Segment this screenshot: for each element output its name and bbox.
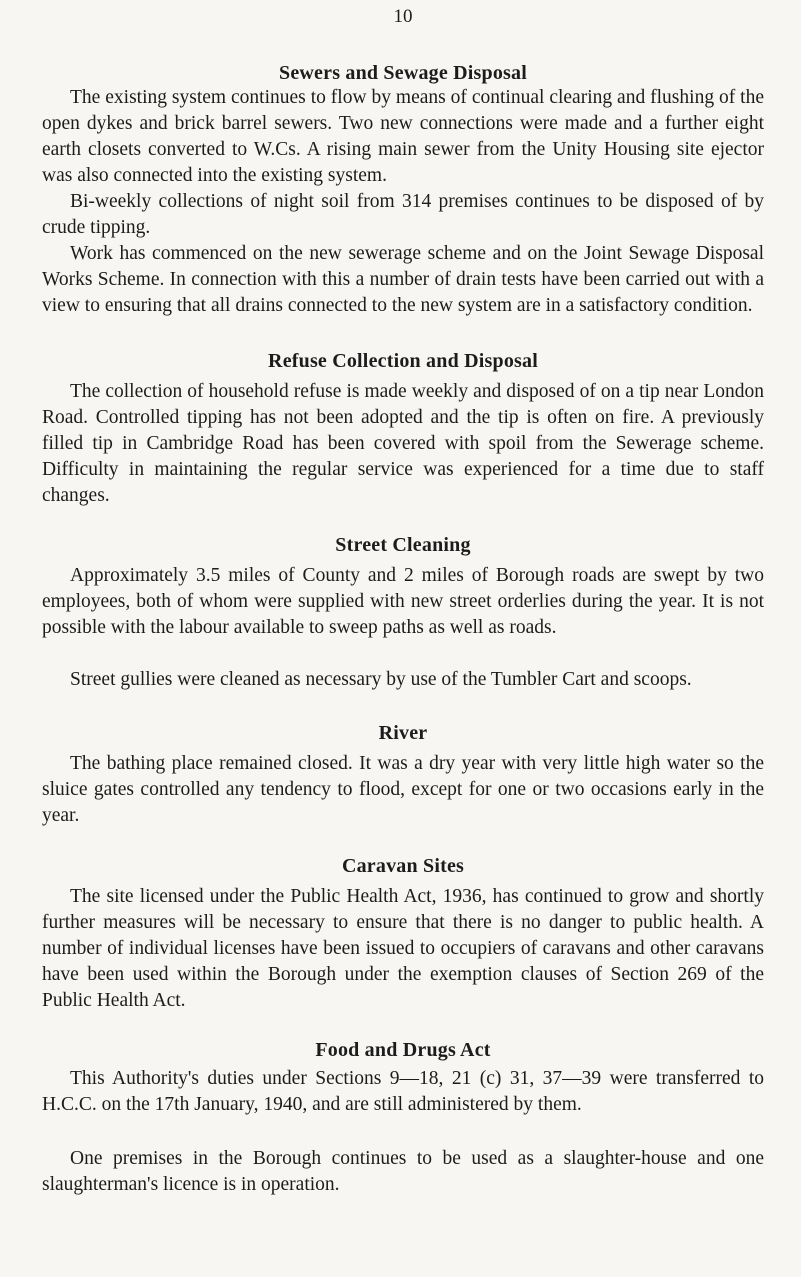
paragraph-street-cleaning-2: Street gullies were cleaned as necessary by use of the Tumbler Cart and scoops. [70,669,692,690]
paragraph-food-drugs-1: This Authority's duties under Sections 9—18, 21 (c) 31, 37—39 were transferred to H.C.C. on the 17th January, 1940, and are still administered by them. [42,1068,764,1115]
paragraph-caravan-sites-1: The site licensed under the Public Health Act, 1936, has continued to grow and shortly further measures will be necessary to ensure that there is no danger to public health. A number of individual licenses have been issued to occupiers of caravans and other caravans have been used within the Borough under the exemption clauses of Section 269 of the Public Health Act. [42,886,764,1011]
section-heading-sewers: Sewers and Sewage Disposal [279,62,527,84]
paragraph-sewers-1: The existing system continues to flow by means of continual clearing and flushing of the open dykes and brick barrel sewers. Two new connections were made and a further eight earth closets converted to W.Cs. A rising main sewer from the Unity Housing site ejector was also connected into the existing system. [42,87,764,186]
paragraph-river-1: The bathing place remained closed. It was a dry year with very little high water so the sluice gates controlled any tendency to flood, except for one or two occasions early in the year. [42,753,764,826]
section-heading-refuse: Refuse Collection and Disposal [268,350,538,372]
section-heading-food-drugs: Food and Drugs Act [315,1039,491,1061]
paragraph-food-drugs-2: One premises in the Borough continues to be used as a slaughter-house and one slaughterman's licence is in operation. [42,1148,764,1195]
section-heading-river: River [378,722,428,744]
section-heading-street-cleaning: Street Cleaning [335,534,471,556]
paragraph-sewers-3: Work has commenced on the new sewerage scheme and on the Joint Sewage Disposal Works Scheme. In connection with this a number of drain tests have been carried out with a view to ensuring that all drains connected to the new system are in a satisfactory condition. [42,243,764,316]
paragraph-street-cleaning-1: Approximately 3.5 miles of County and 2 miles of Borough roads are swept by two employees, both of whom were supplied with new street orderlies during the year. It is not possible with the labour available to sweep paths as well as roads. [42,565,764,638]
page-number: 10 [393,6,413,27]
section-heading-caravan-sites: Caravan Sites [341,855,465,877]
paragraph-sewers-2: Bi-weekly collections of night soil from 314 premises continues to be disposed of by crude tipping. [42,191,764,238]
paragraph-refuse-1: The collection of household refuse is made weekly and disposed of on a tip near London Road. Controlled tipping has not been adopted and the tip is often on fire. A previously filled tip in Cambridge Road has been covered with spoil from the Sewerage scheme. Difficulty in maintaining the regular service was experienced for a time due to staff changes. [42,381,764,506]
